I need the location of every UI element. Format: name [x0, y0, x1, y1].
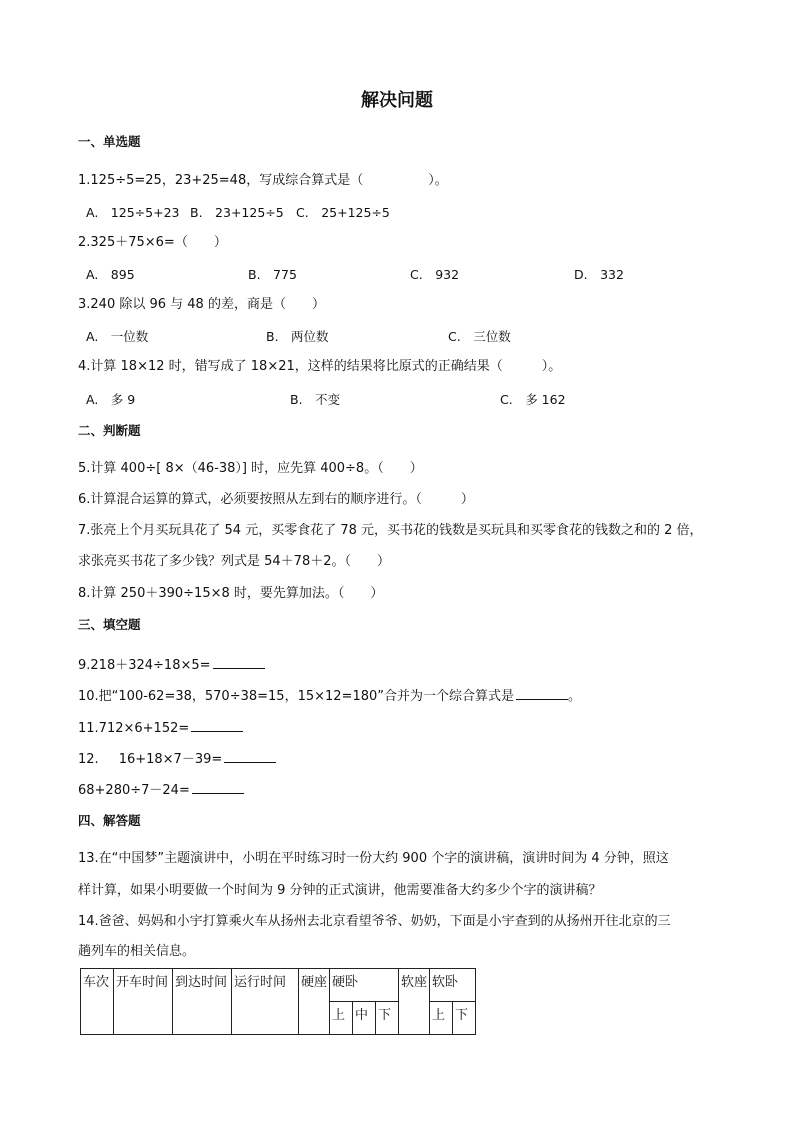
question-9 — [78, 655, 265, 675]
question-11-text: 11.712×6+152= — [78, 721, 190, 736]
question-2: 2.325＋75×6=（ ） — [78, 235, 227, 250]
question-12-number: 12. — [78, 752, 99, 767]
q1-option-c: C. 25+125÷5 — [296, 205, 390, 220]
header-departure-time: 开车时间 — [114, 969, 173, 1035]
header-arrival-time: 到达时间 — [173, 969, 232, 1035]
answer-blank[interactable] — [213, 655, 265, 669]
header-soft-sleeper: 软卧 — [430, 969, 476, 1002]
page-title: 解决问题 — [361, 90, 433, 111]
q1-option-b: B. 23+125÷5 — [190, 205, 284, 220]
question-12b — [78, 780, 244, 800]
question-13-line-2: 样计算，如果小明要做一个时间为 9 分钟的正式演讲，他需要准备大约多少个字的演讲稿？ — [78, 883, 602, 898]
question-7-line-1: 7.张亮上个月买玩具花了 54 元，买零食花了 78 元，买书花的钱数是买玩具和买零食花的钱数之和的 2 倍， — [78, 523, 703, 538]
q2-option-a: A. 895 — [86, 267, 135, 282]
question-4: 4.计算 18×12 时，错写成了 18×21，这样的结果将比原式的正确结果（ ）。 — [78, 359, 562, 374]
question-10-end: 。 — [568, 689, 582, 704]
section-heading-single-choice: 一、单选题 — [78, 134, 141, 149]
q3-option-a: A. 一位数 — [86, 329, 149, 344]
section-heading-word-problems: 四、解答题 — [78, 813, 141, 828]
q3-option-b: B. 两位数 — [266, 329, 329, 344]
train-info-table — [80, 968, 476, 1035]
q2-option-b: B. 775 — [248, 267, 297, 282]
hard-sleeper-lower: 下 — [376, 1002, 399, 1035]
header-soft-seat: 软座 — [399, 969, 430, 1035]
hard-sleeper-upper: 上 — [330, 1002, 353, 1035]
q4-option-a: A. 多 9 — [86, 392, 136, 407]
question-5: 5.计算 400÷[ 8×（46-38）] 时，应先算 400÷8。（ ） — [78, 461, 423, 476]
answer-blank[interactable] — [192, 780, 244, 794]
soft-sleeper-lower: 下 — [453, 1002, 476, 1035]
section-heading-fill-blank: 三、填空题 — [78, 617, 141, 632]
header-train-number: 车次 — [81, 969, 114, 1035]
question-12-expr-a: 16+18×7－39= — [118, 752, 223, 767]
question-6: 6.计算混合运算的算式，必须要按照从左到右的顺序进行。（ ） — [78, 492, 474, 507]
question-13-line-1: 13.在“中国梦”主题演讲中，小明在平时练习时一份大约 900 个字的演讲稿，演讲时间为 4 分钟，照这 — [78, 851, 669, 866]
q2-option-c: C. 932 — [410, 267, 460, 282]
question-14-line-1: 14.爸爸、妈妈和小宇打算乘火车从扬州去北京看望爷爷、奶奶，下面是小宇查到的从扬州开往北京的三 — [78, 914, 671, 929]
question-12a — [78, 749, 276, 769]
question-9-text: 9.218＋324÷18×5= — [78, 658, 211, 673]
answer-blank[interactable] — [191, 718, 243, 732]
question-1: 1.125÷5=25，23+25=48，写成综合算式是（ ）。 — [78, 173, 448, 188]
section-heading-true-false: 二、判断题 — [78, 423, 141, 438]
question-7-line-2: 求张亮买书花了多少钱？列式是 54＋78＋2。（ ） — [78, 554, 390, 569]
q1-option-a: A. 125÷5+23 — [86, 205, 180, 220]
question-10-text: 10.把“100-62=38，570÷38=15，15×12=180”合并为一个综合算式是 — [78, 689, 514, 704]
header-hard-seat: 硬座 — [299, 969, 330, 1035]
header-hard-sleeper: 硬卧 — [330, 969, 399, 1002]
hard-sleeper-middle: 中 — [353, 1002, 376, 1035]
q2-option-d: D. 332 — [574, 267, 624, 282]
answer-blank[interactable] — [516, 686, 568, 700]
soft-sleeper-upper: 上 — [430, 1002, 453, 1035]
question-14-line-2: 趟列车的相关信息。 — [78, 944, 196, 959]
question-3: 3.240 除以 96 与 48 的差，商是（ ） — [78, 297, 325, 312]
q4-option-b: B. 不变 — [290, 392, 341, 407]
question-8: 8.计算 250＋390÷15×8 时，要先算加法。（ ） — [78, 586, 384, 601]
answer-blank[interactable] — [224, 749, 276, 763]
question-11 — [78, 718, 243, 738]
question-12-expr-b: 68+280÷7－24= — [78, 783, 190, 798]
q4-option-c: C. 多 162 — [500, 392, 566, 407]
q3-option-c: C. 三位数 — [448, 329, 511, 344]
header-run-time: 运行时间 — [232, 969, 299, 1035]
question-10 — [78, 686, 581, 706]
